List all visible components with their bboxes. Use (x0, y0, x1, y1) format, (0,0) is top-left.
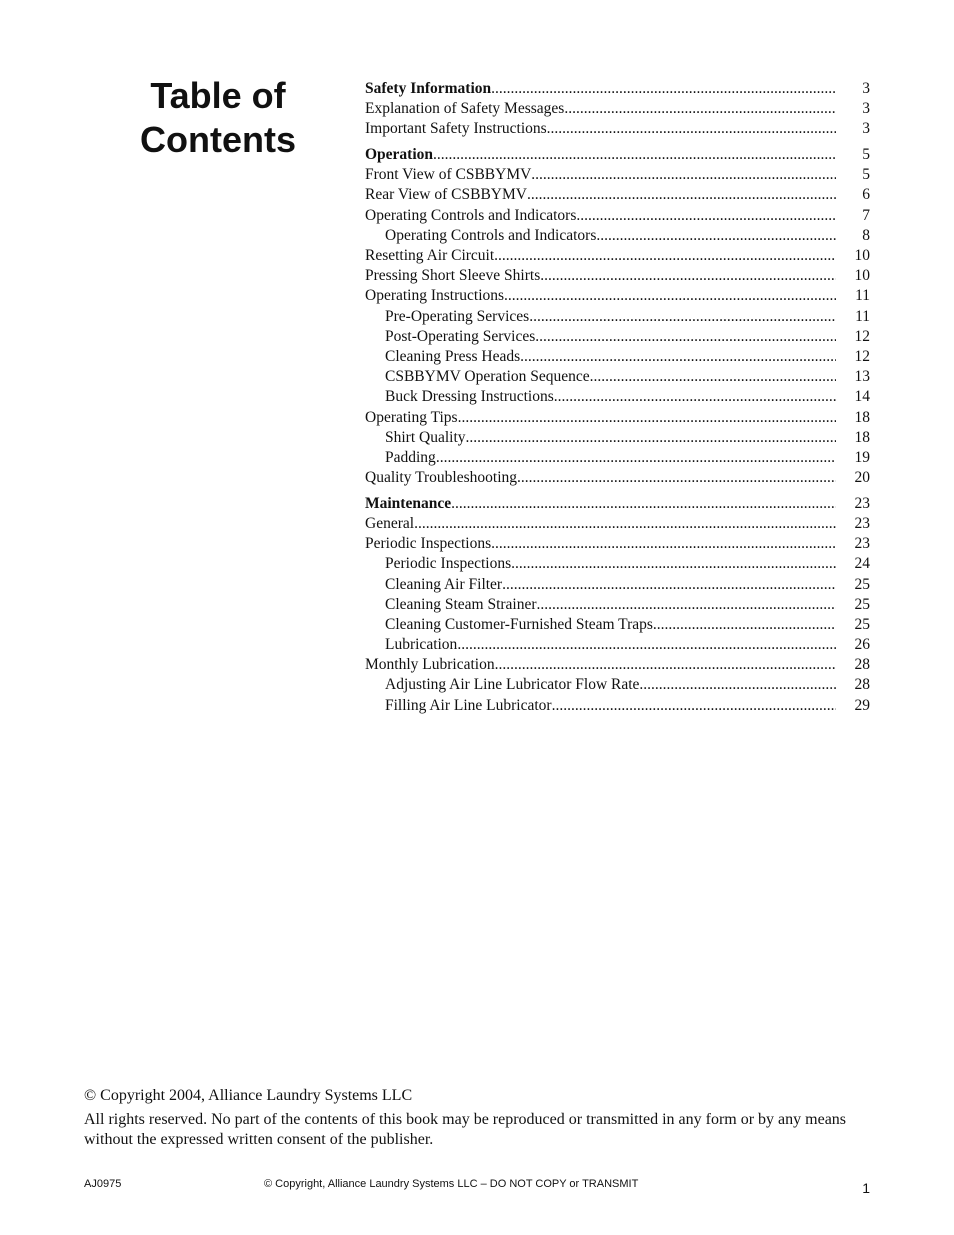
toc-entry-page: 23 (854, 514, 870, 532)
toc-subentry[interactable] (365, 327, 870, 347)
toc-entry[interactable] (365, 165, 870, 185)
toc-dot-leader (511, 554, 836, 574)
toc-section-heading[interactable] (365, 494, 870, 514)
toc-subentry[interactable] (365, 554, 870, 574)
toc-dot-leader (491, 79, 836, 99)
rights-reserved-text: All rights reserved. No part of the contents of this book may be reproduced or transmitted in any form or by any means without the expressed written consent of the publisher. (84, 1111, 847, 1148)
toc-dot-leader (554, 387, 836, 407)
toc-subentry[interactable] (365, 226, 870, 246)
toc-dot-leader (540, 266, 836, 286)
toc-subentry[interactable] (365, 428, 870, 448)
toc-entry-page: 5 (862, 166, 870, 184)
toc-dot-leader (502, 575, 836, 595)
copyright-block (84, 1086, 874, 1150)
toc-entry[interactable] (365, 266, 870, 286)
toc-dot-leader (535, 327, 836, 347)
toc-entry-label: Cleaning Air Filter (385, 575, 503, 593)
toc-dot-leader (564, 99, 836, 119)
toc-entry-page: 12 (854, 327, 870, 345)
toc-entry[interactable] (365, 655, 870, 675)
toc-dot-leader (520, 347, 836, 367)
toc-entry-label: Shirt Quality (385, 428, 466, 446)
copyright-line: © Copyright 2004, Alliance Laundry Systems LLC (84, 1087, 413, 1104)
page-footer (84, 1178, 870, 1198)
toc-section-heading[interactable] (365, 79, 870, 99)
toc-entry[interactable] (365, 185, 870, 205)
document-code: AJ0975 (84, 1178, 122, 1190)
toc-entry-page: 18 (854, 408, 870, 426)
toc-dot-leader (552, 696, 836, 716)
toc-entry-label: Cleaning Customer-Furnished Steam Traps (385, 615, 653, 633)
toc-entry-label: Post-Operating Services (385, 327, 536, 345)
toc-dot-leader (576, 206, 836, 226)
toc-entry-page: 24 (854, 555, 870, 573)
toc-entry-label: Quality Troubleshooting (365, 469, 518, 487)
toc-entry-page: 20 (854, 469, 870, 487)
toc-dot-leader (457, 635, 836, 655)
toc-entry-page: 18 (854, 428, 870, 446)
page-title (100, 74, 336, 162)
toc-dot-leader (494, 246, 836, 266)
toc-entry-label: Operating Tips (365, 408, 458, 426)
toc-entry-label: Pre-Operating Services (385, 307, 530, 325)
toc-entry-page: 11 (855, 287, 870, 305)
toc-subentry[interactable] (365, 367, 870, 387)
toc-entry-label: Front View of CSBBYMV (365, 166, 532, 184)
toc-subentry[interactable] (365, 307, 870, 327)
toc-entry-page: 12 (854, 347, 870, 365)
toc-entry-label: Safety Information (365, 80, 492, 97)
toc-entry-page: 6 (862, 186, 870, 204)
toc-dot-leader (547, 119, 836, 139)
toc-entry-page: 28 (854, 656, 870, 674)
toc-entry-label: Monthly Lubrication (365, 656, 495, 674)
toc-entry-label: Important Safety Instructions (365, 120, 547, 138)
toc-subentry[interactable] (365, 635, 870, 655)
toc-entry-label: Operating Controls and Indicators (385, 226, 597, 244)
toc-entry-label: Adjusting Air Line Lubricator Flow Rate (385, 676, 640, 694)
toc-entry-page: 8 (862, 226, 870, 244)
toc-dot-leader (495, 655, 836, 675)
toc-entry-page: 10 (854, 247, 870, 264)
toc-entry-label: Periodic Inspections (385, 555, 512, 573)
toc-entry[interactable] (365, 534, 870, 554)
toc-entry-label: General (365, 514, 415, 532)
toc-entry-label: Cleaning Press Heads (385, 347, 521, 365)
toc-entry-page: 3 (862, 100, 870, 118)
toc-dot-leader (517, 468, 836, 488)
toc-entry-label: Cleaning Steam Strainer (385, 595, 537, 613)
toc-entry-page: 23 (854, 535, 870, 553)
toc-entry-page: 28 (854, 676, 870, 694)
toc-subentry[interactable] (365, 675, 870, 695)
toc-entry-label: Buck Dressing Instructions (385, 388, 554, 406)
toc-subentry[interactable] (365, 575, 870, 595)
toc-entry[interactable] (365, 99, 870, 119)
toc-entry-label: CSBBYMV Operation Sequence (385, 368, 590, 386)
toc-dot-leader (529, 307, 836, 327)
toc-dot-leader (639, 675, 836, 695)
toc-entry-label: Padding (385, 448, 436, 466)
toc-entry[interactable] (365, 246, 870, 266)
toc-dot-leader (537, 595, 836, 615)
toc-entry-page: 26 (854, 636, 870, 654)
page-number: 1 (862, 1180, 870, 1196)
toc-entry-label: Operating Instructions (365, 287, 505, 305)
toc-entry-label: Maintenance (365, 494, 452, 512)
toc-entry-page: 7 (862, 206, 870, 224)
toc-dot-leader (504, 286, 836, 306)
toc-subentry[interactable] (365, 615, 870, 635)
toc-entry-label: Lubrication (385, 636, 458, 654)
toc-entry-label: Rear View of CSBBYMV (365, 186, 527, 204)
toc-entry-page: 10 (854, 267, 870, 285)
toc-dot-leader (466, 428, 836, 448)
toc-entry-label: Periodic Inspections (365, 535, 492, 553)
toc-subentry[interactable] (365, 387, 870, 407)
toc-entry-page: 25 (854, 615, 870, 633)
toc-entry-label: Operating Controls and Indicators (365, 206, 577, 224)
toc-dot-leader (414, 514, 836, 534)
footer-copyright-notice: © Copyright, Alliance Laundry Systems LLC – DO NOT COPY or TRANSMIT (264, 1178, 639, 1190)
toc-dot-leader (491, 534, 836, 554)
toc-entry-page: 25 (854, 575, 870, 593)
toc-entry-label: Filling Air Line Lubricator (385, 696, 552, 714)
page-title-line-1: Table of (150, 75, 286, 116)
toc-dot-leader (653, 615, 836, 635)
toc-entry-page: 29 (854, 696, 870, 714)
toc-dot-leader (458, 408, 836, 428)
toc-dot-leader (531, 165, 836, 185)
toc-subentry[interactable] (365, 696, 870, 716)
toc-entry-page: 3 (862, 80, 870, 97)
toc-subentry[interactable] (365, 448, 870, 468)
toc-entry-page: 3 (862, 120, 870, 138)
toc-dot-leader (436, 448, 836, 468)
toc-entry-page: 25 (854, 595, 870, 613)
toc-entry[interactable] (365, 119, 870, 139)
toc-entry-page: 5 (862, 146, 870, 164)
toc-entry-page: 13 (854, 368, 870, 386)
toc-entry-label: Operation (365, 146, 434, 164)
toc-dot-leader (451, 494, 836, 514)
toc-entry[interactable] (365, 206, 870, 226)
toc-entry[interactable] (365, 514, 870, 534)
toc-subentry[interactable] (365, 347, 870, 367)
toc-entry-label: Explanation of Safety Messages (365, 100, 565, 118)
toc-dot-leader (590, 367, 836, 387)
toc-entry-page: 19 (854, 448, 870, 466)
toc-entry-label: Pressing Short Sleeve Shirts (365, 267, 541, 285)
toc-dot-leader (527, 185, 836, 205)
table-of-contents (365, 79, 870, 716)
toc-entry-page: 14 (854, 388, 870, 406)
toc-entry-page: 11 (855, 307, 870, 325)
toc-section-heading[interactable] (365, 145, 870, 165)
toc-entry[interactable] (365, 408, 870, 428)
toc-entry[interactable] (365, 468, 870, 488)
toc-subentry[interactable] (365, 595, 870, 615)
toc-entry[interactable] (365, 286, 870, 306)
page-title-line-2: Contents (140, 119, 296, 160)
toc-dot-leader (596, 226, 836, 246)
toc-entry-page: 23 (854, 494, 870, 512)
toc-dot-leader (433, 145, 836, 165)
toc-entry-label: Resetting Air Circuit (365, 247, 495, 264)
